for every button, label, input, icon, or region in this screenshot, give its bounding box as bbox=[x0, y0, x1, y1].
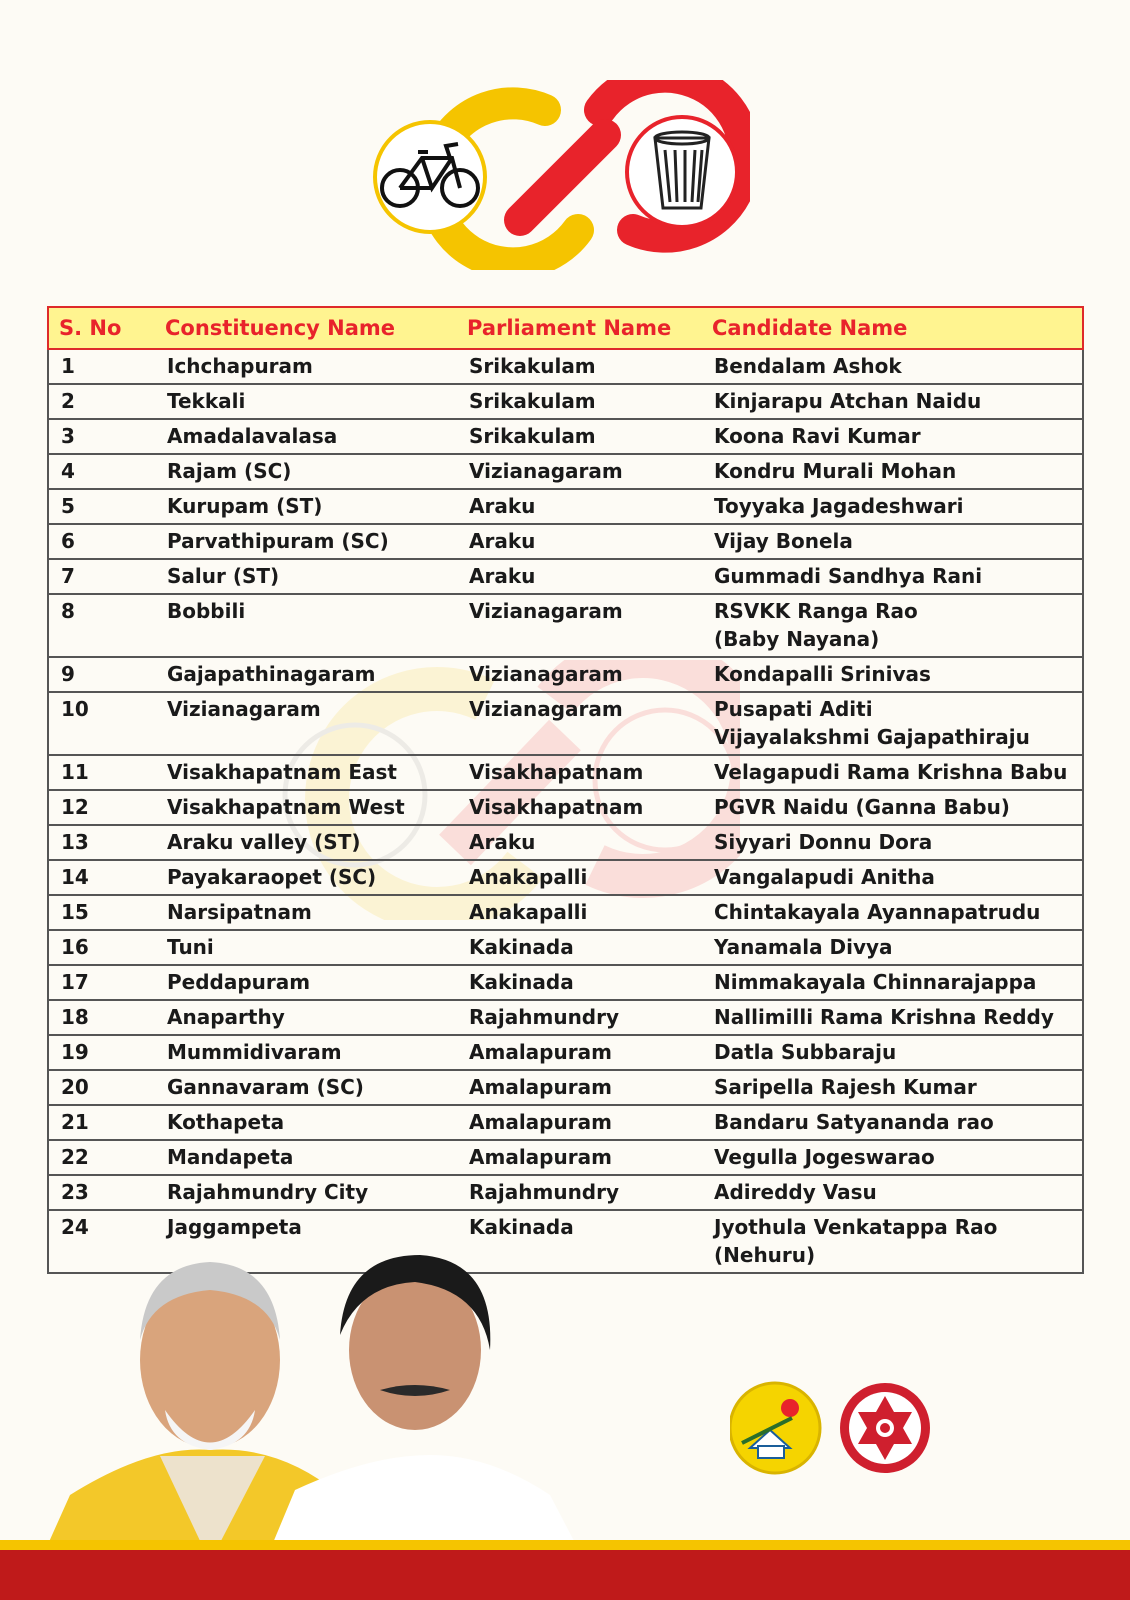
table-row bbox=[48, 1140, 1083, 1175]
table-row bbox=[48, 1035, 1083, 1070]
table-row bbox=[48, 594, 1083, 657]
table-row bbox=[48, 692, 1083, 755]
row-parliament-text: Amalapuram bbox=[469, 1075, 612, 1099]
row-sno-text: 11 bbox=[61, 760, 89, 784]
row-sno-text: 2 bbox=[61, 389, 75, 413]
row-constituency-text: Amadalavalasa bbox=[167, 424, 338, 448]
leaders-portrait bbox=[40, 1240, 600, 1562]
row-sno bbox=[48, 930, 155, 965]
row-constituency bbox=[155, 349, 457, 384]
row-sno bbox=[48, 1140, 155, 1175]
row-candidate-text: Vijay Bonela bbox=[714, 529, 853, 553]
row-parliament bbox=[457, 594, 702, 657]
table-row bbox=[48, 790, 1083, 825]
candidate-table bbox=[47, 306, 1084, 1274]
row-sno-text: 4 bbox=[61, 459, 75, 483]
footer-red-band bbox=[0, 1550, 1130, 1600]
row-constituency bbox=[155, 1070, 457, 1105]
row-candidate bbox=[702, 930, 1083, 965]
row-parliament-text: Anakapalli bbox=[469, 900, 588, 924]
table-row bbox=[48, 454, 1083, 489]
row-sno-text: 7 bbox=[61, 564, 75, 588]
row-sno-text: 15 bbox=[61, 900, 89, 924]
row-parliament bbox=[457, 965, 702, 1000]
row-parliament bbox=[457, 419, 702, 454]
row-parliament bbox=[457, 860, 702, 895]
row-candidate bbox=[702, 1105, 1083, 1140]
row-sno-text: 17 bbox=[61, 970, 89, 994]
row-constituency bbox=[155, 384, 457, 419]
row-constituency-text: Bobbili bbox=[167, 599, 246, 623]
row-sno bbox=[48, 454, 155, 489]
row-sno bbox=[48, 1000, 155, 1035]
row-candidate-text: Nimmakayala Chinnarajappa bbox=[714, 970, 1037, 994]
row-constituency bbox=[155, 692, 457, 755]
row-constituency-text: Rajam (SC) bbox=[167, 459, 292, 483]
row-sno bbox=[48, 1070, 155, 1105]
row-candidate bbox=[702, 1070, 1083, 1105]
table-row bbox=[48, 419, 1083, 454]
row-sno bbox=[48, 489, 155, 524]
row-candidate bbox=[702, 384, 1083, 419]
row-candidate bbox=[702, 594, 1083, 657]
row-constituency-text: Anaparthy bbox=[167, 1005, 285, 1029]
row-constituency-text: Payakaraopet (SC) bbox=[167, 865, 377, 889]
row-parliament-text: Araku bbox=[469, 564, 536, 588]
row-parliament bbox=[457, 1140, 702, 1175]
row-sno-text: 21 bbox=[61, 1110, 89, 1134]
row-constituency bbox=[155, 1105, 457, 1140]
row-candidate-text: Koona Ravi Kumar bbox=[714, 424, 921, 448]
row-parliament-text: Visakhapatnam bbox=[469, 760, 644, 784]
row-parliament-text: Amalapuram bbox=[469, 1110, 612, 1134]
row-parliament-text: Kakinada bbox=[469, 935, 574, 959]
row-sno bbox=[48, 524, 155, 559]
row-constituency bbox=[155, 657, 457, 692]
row-sno-text: 13 bbox=[61, 830, 89, 854]
row-sno-text: 9 bbox=[61, 662, 75, 686]
row-candidate-text: Siyyari Donnu Dora bbox=[714, 830, 933, 854]
row-candidate bbox=[702, 895, 1083, 930]
row-constituency bbox=[155, 895, 457, 930]
row-candidate bbox=[702, 1210, 1083, 1273]
footer-yellow-stripe bbox=[0, 1540, 1130, 1550]
row-sno bbox=[48, 1035, 155, 1070]
table-header-row bbox=[48, 307, 1083, 349]
row-candidate bbox=[702, 965, 1083, 1000]
row-constituency-text: Gajapathinagaram bbox=[167, 662, 376, 686]
row-sno-text: 1 bbox=[61, 354, 75, 378]
row-candidate-text: Vangalapudi Anitha bbox=[714, 865, 935, 889]
row-candidate bbox=[702, 1035, 1083, 1070]
row-parliament-text: Araku bbox=[469, 529, 536, 553]
row-parliament bbox=[457, 1175, 702, 1210]
row-parliament-text: Visakhapatnam bbox=[469, 795, 644, 819]
row-sno bbox=[48, 1175, 155, 1210]
row-parliament bbox=[457, 559, 702, 594]
row-candidate-text-line2: Vijayalakshmi Gajapathiraju bbox=[714, 725, 1030, 749]
row-sno bbox=[48, 349, 155, 384]
row-candidate-text: Gummadi Sandhya Rani bbox=[714, 564, 983, 588]
row-parliament bbox=[457, 692, 702, 755]
row-sno bbox=[48, 965, 155, 1000]
row-constituency bbox=[155, 559, 457, 594]
table-row bbox=[48, 1105, 1083, 1140]
row-parliament-text: Amalapuram bbox=[469, 1040, 612, 1064]
row-constituency-text: Kurupam (ST) bbox=[167, 494, 323, 518]
row-constituency-text: Visakhapatnam East bbox=[167, 760, 397, 784]
row-candidate bbox=[702, 860, 1083, 895]
row-candidate-text: Velagapudi Rama Krishna Babu bbox=[714, 760, 1068, 784]
row-sno-text: 12 bbox=[61, 795, 89, 819]
row-sno-text: 20 bbox=[61, 1075, 89, 1099]
table-row bbox=[48, 965, 1083, 1000]
row-candidate-text: Pusapati Aditi bbox=[714, 697, 873, 721]
row-constituency-text: Parvathipuram (SC) bbox=[167, 529, 389, 553]
row-constituency bbox=[155, 524, 457, 559]
row-constituency bbox=[155, 454, 457, 489]
party-logos bbox=[730, 1378, 935, 1478]
row-constituency bbox=[155, 790, 457, 825]
table-row bbox=[48, 489, 1083, 524]
row-parliament-text: Araku bbox=[469, 494, 536, 518]
table-row bbox=[48, 825, 1083, 860]
table-row bbox=[48, 755, 1083, 790]
row-sno-text: 16 bbox=[61, 935, 89, 959]
row-sno bbox=[48, 860, 155, 895]
header-sno: S. No bbox=[48, 307, 155, 349]
row-parliament-text: Vizianagaram bbox=[469, 697, 623, 721]
row-candidate bbox=[702, 1175, 1083, 1210]
row-parliament bbox=[457, 930, 702, 965]
table-row bbox=[48, 860, 1083, 895]
row-candidate bbox=[702, 454, 1083, 489]
row-candidate-text-line2: (Baby Nayana) bbox=[714, 627, 880, 651]
table-row bbox=[48, 559, 1083, 594]
row-sno-text: 24 bbox=[61, 1215, 89, 1239]
row-parliament-text: Kakinada bbox=[469, 1215, 574, 1239]
row-parliament-text: Amalapuram bbox=[469, 1145, 612, 1169]
table-row bbox=[48, 1000, 1083, 1035]
header-parliament: Parliament Name bbox=[457, 307, 702, 349]
row-constituency-text: Mummidivaram bbox=[167, 1040, 342, 1064]
row-constituency bbox=[155, 1035, 457, 1070]
row-constituency-text: Tuni bbox=[167, 935, 214, 959]
table-row bbox=[48, 1070, 1083, 1105]
table-row bbox=[48, 349, 1083, 384]
row-sno bbox=[48, 559, 155, 594]
row-constituency bbox=[155, 1175, 457, 1210]
row-candidate bbox=[702, 559, 1083, 594]
row-constituency-text: Vizianagaram bbox=[167, 697, 321, 721]
row-parliament bbox=[457, 790, 702, 825]
row-parliament-text: Srikakulam bbox=[469, 424, 596, 448]
row-sno bbox=[48, 1105, 155, 1140]
row-candidate bbox=[702, 825, 1083, 860]
row-sno-text: 18 bbox=[61, 1005, 89, 1029]
row-constituency-text: Salur (ST) bbox=[167, 564, 280, 588]
row-constituency bbox=[155, 489, 457, 524]
row-constituency bbox=[155, 930, 457, 965]
row-candidate-text: Nallimilli Rama Krishna Reddy bbox=[714, 1005, 1054, 1029]
row-sno bbox=[48, 419, 155, 454]
row-parliament bbox=[457, 524, 702, 559]
row-parliament-text: Rajahmundry bbox=[469, 1180, 620, 1204]
alliance-logo bbox=[370, 80, 750, 270]
row-candidate-text: Adireddy Vasu bbox=[714, 1180, 877, 1204]
row-sno bbox=[48, 692, 155, 755]
row-candidate-text: Bandaru Satyananda rao bbox=[714, 1110, 994, 1134]
row-candidate bbox=[702, 419, 1083, 454]
row-candidate-text: Bendalam Ashok bbox=[714, 354, 902, 378]
row-parliament bbox=[457, 1000, 702, 1035]
row-candidate-text: Saripella Rajesh Kumar bbox=[714, 1075, 977, 1099]
table-row bbox=[48, 1175, 1083, 1210]
row-sno bbox=[48, 825, 155, 860]
row-parliament-text: Araku bbox=[469, 830, 536, 854]
row-candidate-text: Kinjarapu Atchan Naidu bbox=[714, 389, 982, 413]
table-row bbox=[48, 930, 1083, 965]
table-row bbox=[48, 384, 1083, 419]
row-constituency-text: Araku valley (ST) bbox=[167, 830, 361, 854]
row-constituency bbox=[155, 965, 457, 1000]
row-parliament-text: Vizianagaram bbox=[469, 662, 623, 686]
tdp-logo bbox=[730, 1383, 820, 1473]
table-row bbox=[48, 524, 1083, 559]
row-constituency-text: Rajahmundry City bbox=[167, 1180, 369, 1204]
row-sno-text: 3 bbox=[61, 424, 75, 448]
row-parliament bbox=[457, 1035, 702, 1070]
row-candidate-text: Toyyaka Jagadeshwari bbox=[714, 494, 964, 518]
row-parliament bbox=[457, 489, 702, 524]
row-candidate bbox=[702, 524, 1083, 559]
row-candidate-text: Vegulla Jogeswarao bbox=[714, 1145, 935, 1169]
row-constituency bbox=[155, 1000, 457, 1035]
table-row bbox=[48, 657, 1083, 692]
row-parliament bbox=[457, 755, 702, 790]
row-constituency bbox=[155, 594, 457, 657]
row-candidate bbox=[702, 692, 1083, 755]
table-row bbox=[48, 895, 1083, 930]
row-parliament-text: Rajahmundry bbox=[469, 1005, 620, 1029]
row-parliament bbox=[457, 1070, 702, 1105]
row-constituency bbox=[155, 825, 457, 860]
row-parliament bbox=[457, 384, 702, 419]
row-candidate-text: PGVR Naidu (Ganna Babu) bbox=[714, 795, 1010, 819]
row-sno bbox=[48, 790, 155, 825]
row-constituency bbox=[155, 419, 457, 454]
row-sno bbox=[48, 384, 155, 419]
row-sno-text: 14 bbox=[61, 865, 89, 889]
row-parliament bbox=[457, 454, 702, 489]
row-constituency bbox=[155, 755, 457, 790]
row-sno bbox=[48, 594, 155, 657]
row-candidate bbox=[702, 755, 1083, 790]
row-candidate-text: Chintakayala Ayannapatrudu bbox=[714, 900, 1041, 924]
header-candidate: Candidate Name bbox=[702, 307, 1083, 349]
row-candidate-text: Kondapalli Srinivas bbox=[714, 662, 931, 686]
row-candidate bbox=[702, 1000, 1083, 1035]
row-candidate bbox=[702, 790, 1083, 825]
row-parliament bbox=[457, 1105, 702, 1140]
row-constituency-text: Jaggampeta bbox=[167, 1215, 302, 1239]
row-sno bbox=[48, 895, 155, 930]
row-candidate bbox=[702, 1140, 1083, 1175]
row-parliament-text: Srikakulam bbox=[469, 354, 596, 378]
table-body bbox=[48, 349, 1083, 1273]
janasena-logo bbox=[840, 1383, 930, 1473]
row-constituency-text: Narsipatnam bbox=[167, 900, 312, 924]
row-candidate-text: Kondru Murali Mohan bbox=[714, 459, 957, 483]
row-sno-text: 19 bbox=[61, 1040, 89, 1064]
row-candidate bbox=[702, 489, 1083, 524]
row-sno bbox=[48, 755, 155, 790]
row-constituency bbox=[155, 860, 457, 895]
row-sno bbox=[48, 657, 155, 692]
row-constituency-text: Kothapeta bbox=[167, 1110, 285, 1134]
row-constituency-text: Visakhapatnam West bbox=[167, 795, 405, 819]
row-candidate bbox=[702, 349, 1083, 384]
row-constituency-text: Mandapeta bbox=[167, 1145, 294, 1169]
row-candidate-text: RSVKK Ranga Rao bbox=[714, 599, 918, 623]
row-constituency bbox=[155, 1140, 457, 1175]
row-sno-text: 10 bbox=[61, 697, 89, 721]
row-parliament-text: Kakinada bbox=[469, 970, 574, 994]
row-candidate bbox=[702, 657, 1083, 692]
row-constituency-text: Peddapuram bbox=[167, 970, 311, 994]
row-candidate-text: Jyothula Venkatappa Rao bbox=[714, 1215, 998, 1239]
row-parliament-text: Anakapalli bbox=[469, 865, 588, 889]
row-parliament bbox=[457, 349, 702, 384]
row-parliament-text: Vizianagaram bbox=[469, 599, 623, 623]
header-constituency: Constituency Name bbox=[155, 307, 457, 349]
row-sno-text: 8 bbox=[61, 599, 75, 623]
row-parliament bbox=[457, 825, 702, 860]
row-candidate-text: Datla Subbaraju bbox=[714, 1040, 897, 1064]
row-constituency-text: Gannavaram (SC) bbox=[167, 1075, 364, 1099]
row-sno-text: 5 bbox=[61, 494, 75, 518]
row-constituency-text: Ichchapuram bbox=[167, 354, 313, 378]
row-parliament bbox=[457, 895, 702, 930]
row-constituency-text: Tekkali bbox=[167, 389, 246, 413]
row-parliament-text: Srikakulam bbox=[469, 389, 596, 413]
row-parliament bbox=[457, 657, 702, 692]
row-parliament-text: Vizianagaram bbox=[469, 459, 623, 483]
row-sno-text: 6 bbox=[61, 529, 75, 553]
row-candidate-text: Yanamala Divya bbox=[714, 935, 893, 959]
row-sno-text: 23 bbox=[61, 1180, 89, 1204]
row-candidate-text-line2: (Nehuru) bbox=[714, 1243, 816, 1267]
row-sno-text: 22 bbox=[61, 1145, 89, 1169]
